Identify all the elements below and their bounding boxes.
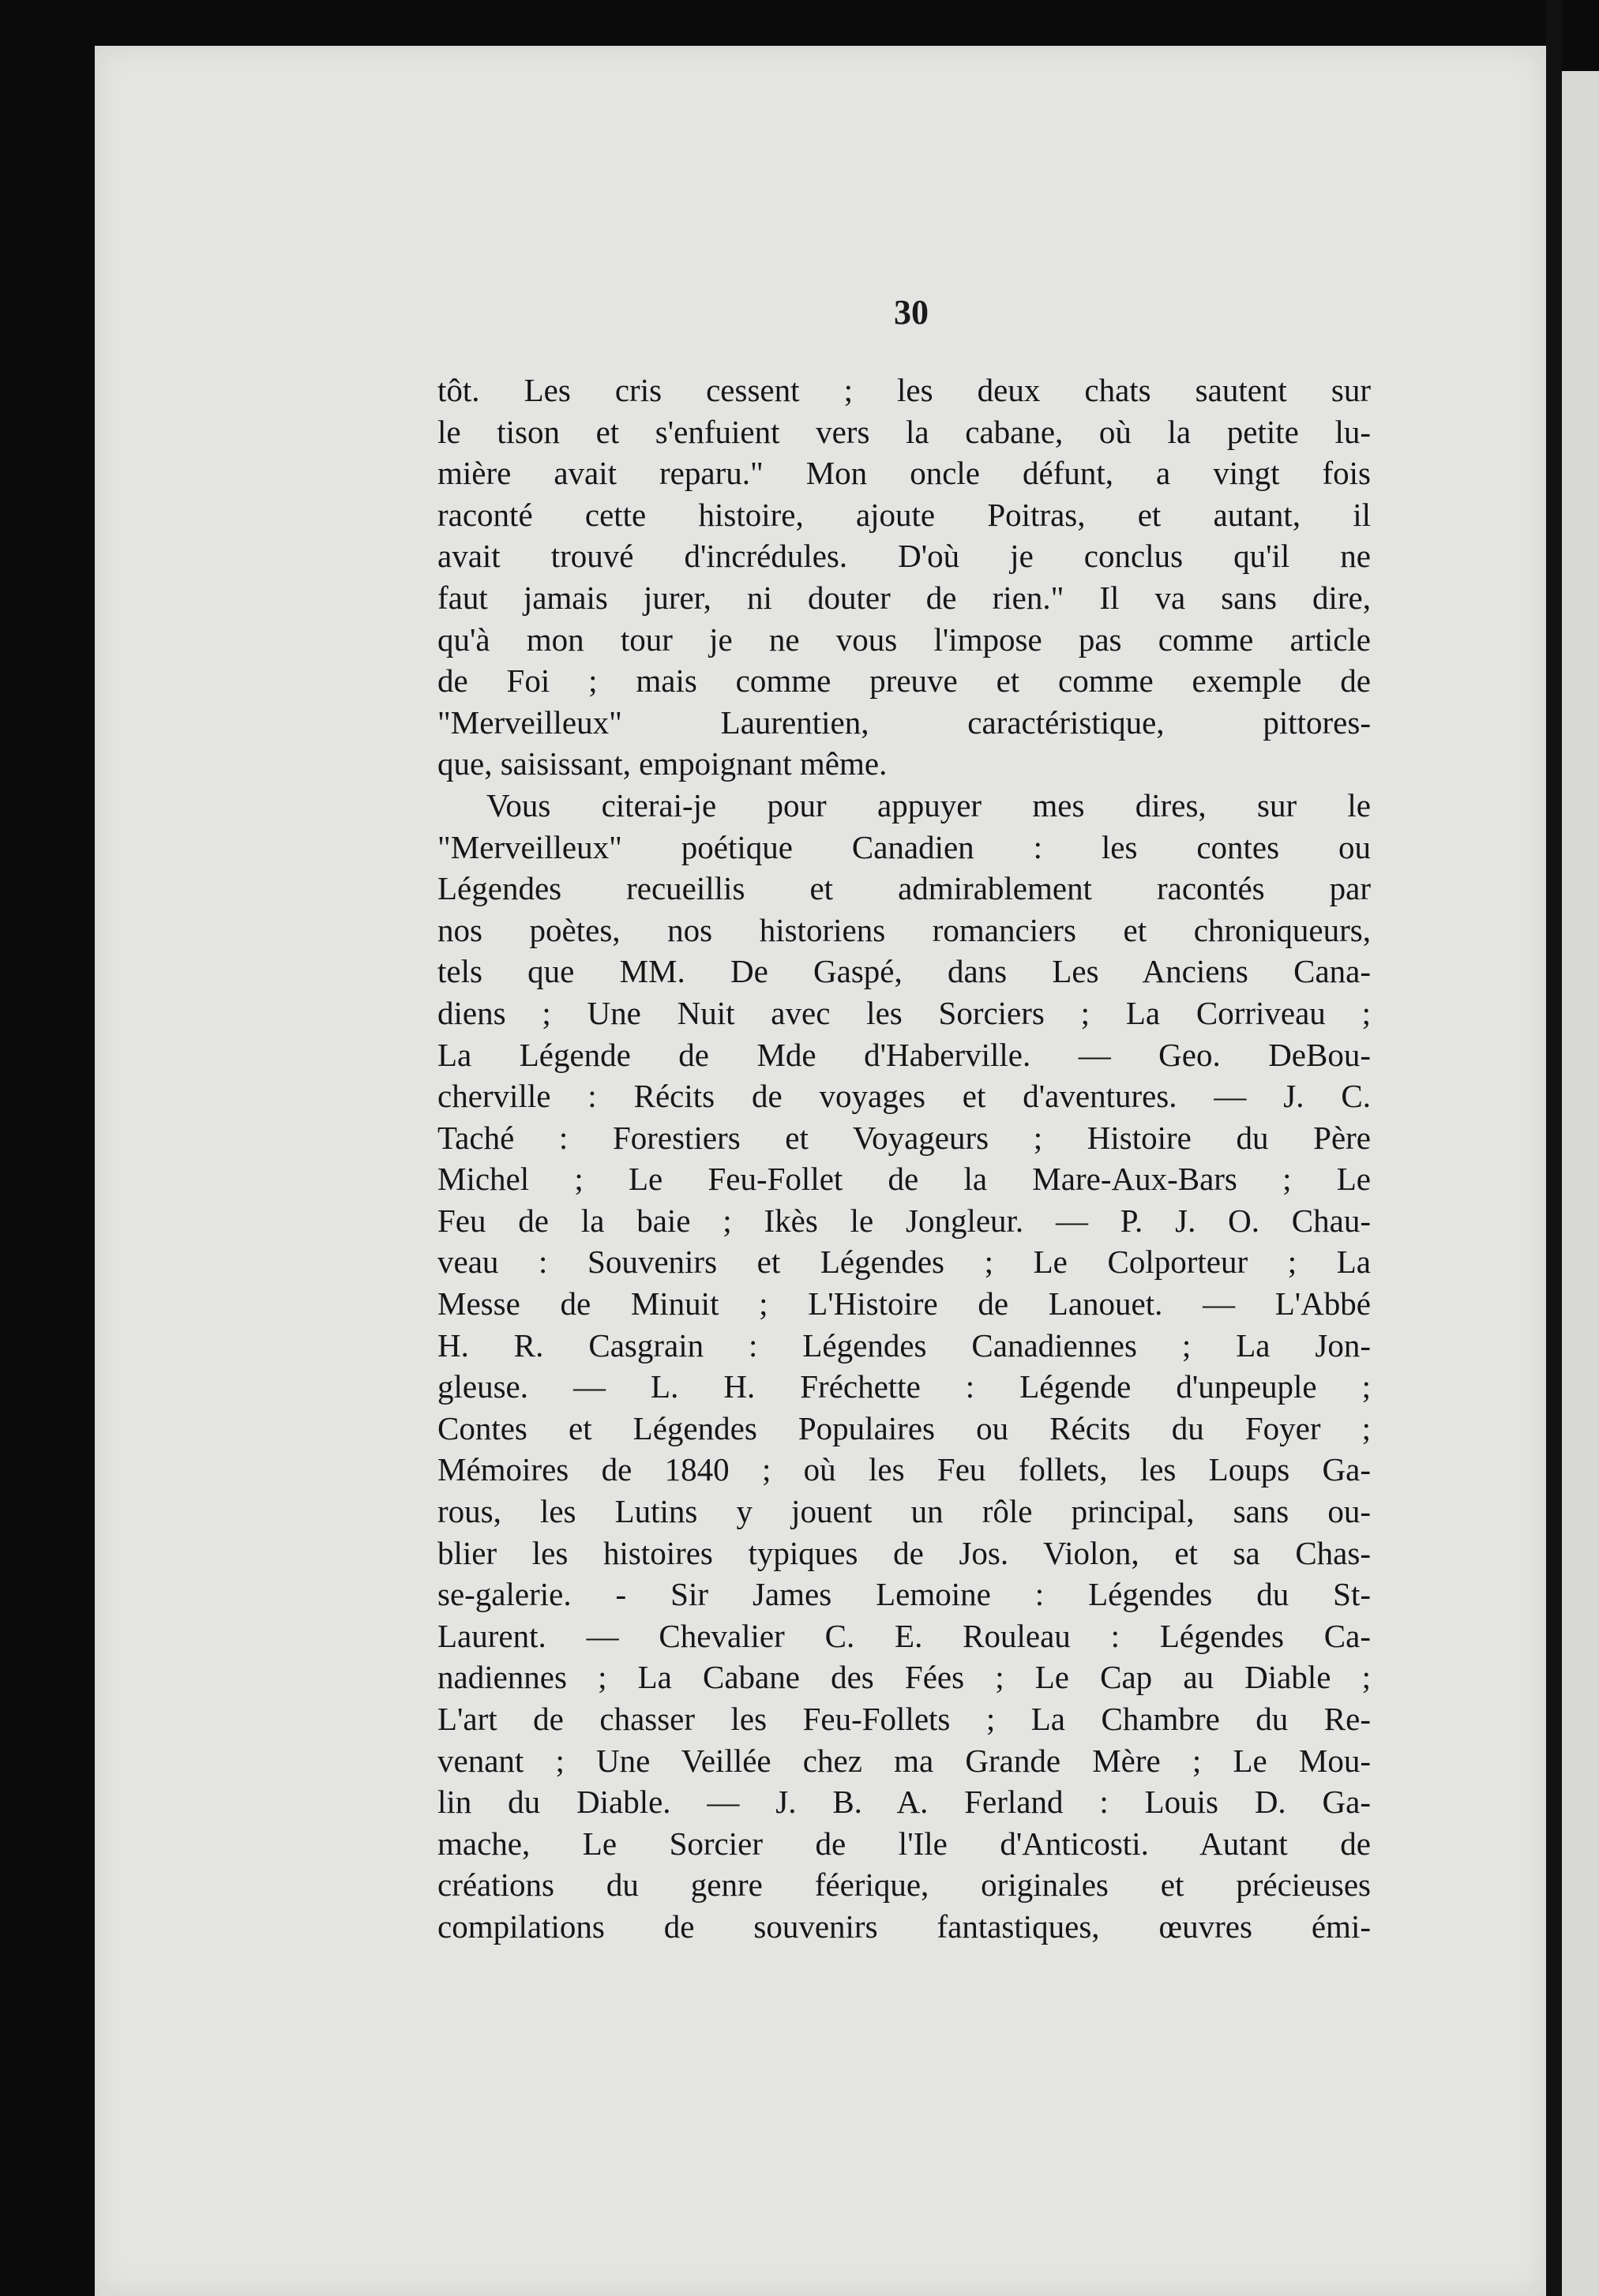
- text-line: tels que MM. De Gaspé, dans Les Anciens Cana-: [437, 953, 1371, 990]
- page-number: 30: [894, 293, 929, 332]
- text-line: rous, les Lutins y jouent un rôle principal, sans ou-: [437, 1493, 1371, 1530]
- text-line: Messe de Minuit ; L'Histoire de Lanouet. — L'Abbé: [437, 1285, 1371, 1322]
- text-line: veau : Souvenirs et Légendes ; Le Colporteur ; La: [437, 1244, 1371, 1281]
- text-line: blier les histoires typiques de Jos. Violon, et sa Chas-: [437, 1534, 1371, 1571]
- text-line: Michel ; Le Feu-Follet de la Mare-Aux-Bars ; Le: [437, 1161, 1371, 1198]
- text-line: Taché : Forestiers et Voyageurs ; Histoire du Père: [437, 1119, 1371, 1156]
- text-line: compilations de souvenirs fantastiques, œuvres émi-: [437, 1908, 1371, 1945]
- text-line: La Légende de Mde d'Haberville. — Geo. DeBou-: [437, 1036, 1371, 1073]
- text-line: Mémoires de 1840 ; où les Feu follets, les Loups Ga-: [437, 1451, 1371, 1488]
- body-text: [437, 370, 1371, 1948]
- text-line: Laurent. — Chevalier C. E. Rouleau : Légendes Ca-: [437, 1617, 1371, 1654]
- text-line: raconté cette histoire, ajoute Poitras, et autant, il: [437, 496, 1371, 533]
- text-line: faut jamais jurer, ni douter de rien." Il va sans dire,: [437, 579, 1371, 616]
- text-line: diens ; Une Nuit avec les Sorciers ; La Corriveau ;: [437, 994, 1371, 1031]
- binding-gutter: [1546, 0, 1562, 2296]
- text-line: nadiennes ; La Cabane des Fées ; Le Cap au Diable ;: [437, 1659, 1371, 1696]
- text-line: de Foi ; mais comme preuve et comme exemple de: [437, 662, 1371, 700]
- text-line: "Merveilleux" poétique Canadien : les contes ou: [437, 828, 1371, 865]
- text-line: H. R. Casgrain : Légendes Canadiennes ; La Jon-: [437, 1326, 1371, 1364]
- text-line: Contes et Légendes Populaires ou Récits du Foyer ;: [437, 1409, 1371, 1446]
- text-line: Feu de la baie ; Ikès le Jongleur. — P. J. O. Chau-: [437, 1202, 1371, 1239]
- text-line: "Merveilleux" Laurentien, caractéristique, pittores-: [437, 703, 1371, 741]
- text-line: lin du Diable. — J. B. A. Ferland : Louis D. Ga-: [437, 1784, 1371, 1821]
- text-line: mière avait reparu." Mon oncle défunt, a vingt fois: [437, 455, 1371, 492]
- text-line: que, saisissant, empoignant même.: [437, 745, 888, 782]
- text-line: gleuse. — L. H. Fréchette : Légende d'unpeuple ;: [437, 1368, 1371, 1405]
- text-line: qu'à mon tour je ne vous l'impose pas comme article: [437, 621, 1371, 658]
- text-line: avait trouvé d'incrédules. D'où je conclus qu'il ne: [437, 538, 1371, 575]
- facing-page-edge: [1562, 71, 1599, 2296]
- text-line: L'art de chasser les Feu-Follets ; La Chambre du Re-: [437, 1701, 1371, 1737]
- text-line: créations du genre féerique, originales et précieuses: [437, 1866, 1371, 1904]
- text-line: cherville : Récits de voyages et d'aventures. — J. C.: [437, 1078, 1371, 1115]
- text-line: Légendes recueillis et admirablement racontés par: [437, 870, 1371, 907]
- text-line: venant ; Une Veillée chez ma Grande Mère ; Le Mou-: [437, 1742, 1371, 1779]
- text-line: se-galerie. - Sir James Lemoine : Légendes du St-: [437, 1576, 1371, 1613]
- text-line: mache, Le Sorcier de l'Ile d'Anticosti. Autant de: [437, 1825, 1371, 1862]
- text-line: nos poètes, nos historiens romanciers et chroniqueurs,: [437, 911, 1371, 948]
- text-line: Vous citerai-je pour appuyer mes dires, sur le: [486, 786, 1371, 823]
- text-line: le tison et s'enfuient vers la cabane, où la petite lu-: [437, 413, 1371, 450]
- text-line: tôt. Les cris cessent ; les deux chats sautent sur: [437, 372, 1371, 408]
